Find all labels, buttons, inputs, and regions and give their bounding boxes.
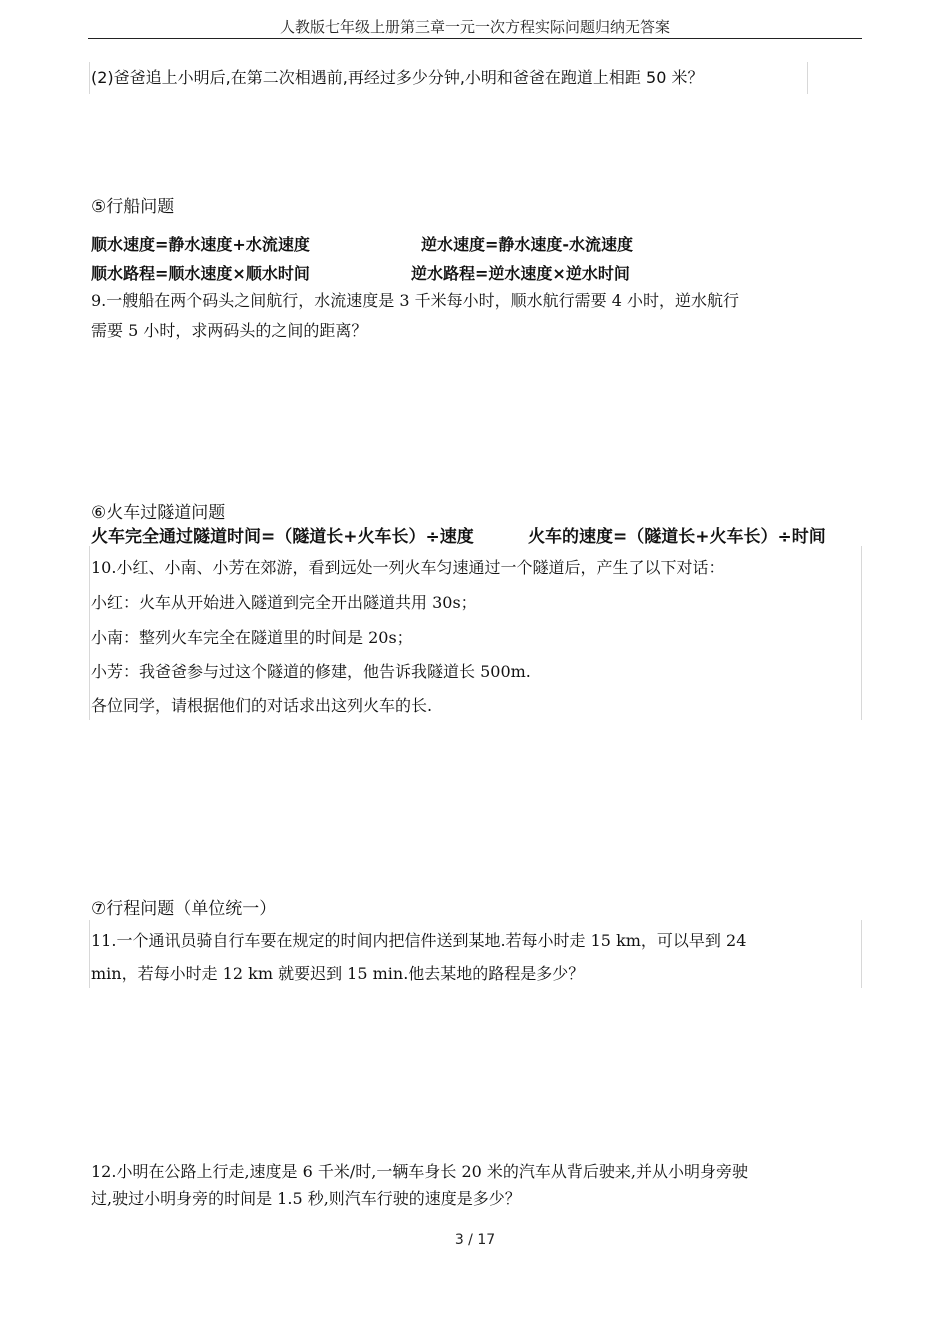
formula-upstream-speed: 逆水速度=静水速度-水流速度 (421, 235, 634, 254)
question-10-line-2: 小红：火车从开始进入隧道到完全开出隧道共用 30s； (91, 593, 477, 612)
question-11-line-1: 11.一个通讯员骑自行车要在规定的时间内把信件送到某地.若每小时走 15 km，可以早到 24 (91, 931, 747, 950)
question-10-line-5: 各位同学，请根据他们的对话求出这列火车的长. (91, 696, 433, 715)
question-12-line-1: 12.小明在公路上行走,速度是 6 千米/时,一辆车身长 20 米的汽车从背后驶来,并从小明身旁驶 (91, 1162, 748, 1181)
page-header-title: 人教版七年级上册第三章一元一次方程实际问题归纳无答案 (279, 18, 670, 36)
frame-left-line (89, 62, 90, 94)
page-number: 3 / 17 (454, 1232, 496, 1248)
frame-left-line (89, 920, 90, 988)
frame-right-line (861, 920, 862, 988)
header-divider (88, 38, 862, 39)
question-12-line-2: 过,驶过小明身旁的时间是 1.5 秒,则汽车行驶的速度是多少？ (91, 1189, 521, 1208)
formula-downstream-distance: 顺水路程=顺水速度×顺水时间 (91, 264, 310, 283)
frame-right-line (861, 546, 862, 720)
question-10-line-1: 10.小红、小南、小芳在郊游，看到远处一列火车匀速通过一个隧道后，产生了以下对话： (91, 558, 725, 577)
formula-upstream-distance: 逆水路程=逆水速度×逆水时间 (411, 264, 630, 283)
formula-train-time: 火车完全通过隧道时间=（隧道长+火车长）÷速度 (91, 527, 474, 547)
frame-right-line (807, 62, 808, 94)
question-9-line-2: 需要 5 小时，求两码头的之间的距离？ (91, 321, 368, 340)
section-5-title: ⑤行船问题 (91, 197, 175, 217)
question-11-line-2: min，若每小时走 12 km 就要迟到 15 min.他去某地的路程是多少？ (91, 964, 585, 983)
question-10-line-3: 小南：整列火车完全在隧道里的时间是 20s； (91, 628, 413, 647)
question-10-line-4: 小芳：我爸爸参与过这个隧道的修建，他告诉我隧道长 500m. (91, 662, 531, 681)
frame-left-line (89, 546, 90, 720)
question-9-line-1: 9.一艘船在两个码头之间航行，水流速度是 3 千米每小时，顺水航行需要 4 小时，逆水航行 (91, 291, 739, 310)
section-7-title: ⑦行程问题（单位统一） (91, 899, 277, 919)
question-8-part-2: (2)爸爸追上小明后,在第二次相遇前,再经过多少分钟,小明和爸爸在跑道上相距 50 米？ (91, 68, 704, 87)
section-6-title: ⑥火车过隧道问题 (91, 503, 226, 523)
formula-downstream-speed: 顺水速度=静水速度+水流速度 (91, 235, 310, 254)
formula-train-speed: 火车的速度=（隧道长+火车长）÷时间 (528, 527, 826, 547)
